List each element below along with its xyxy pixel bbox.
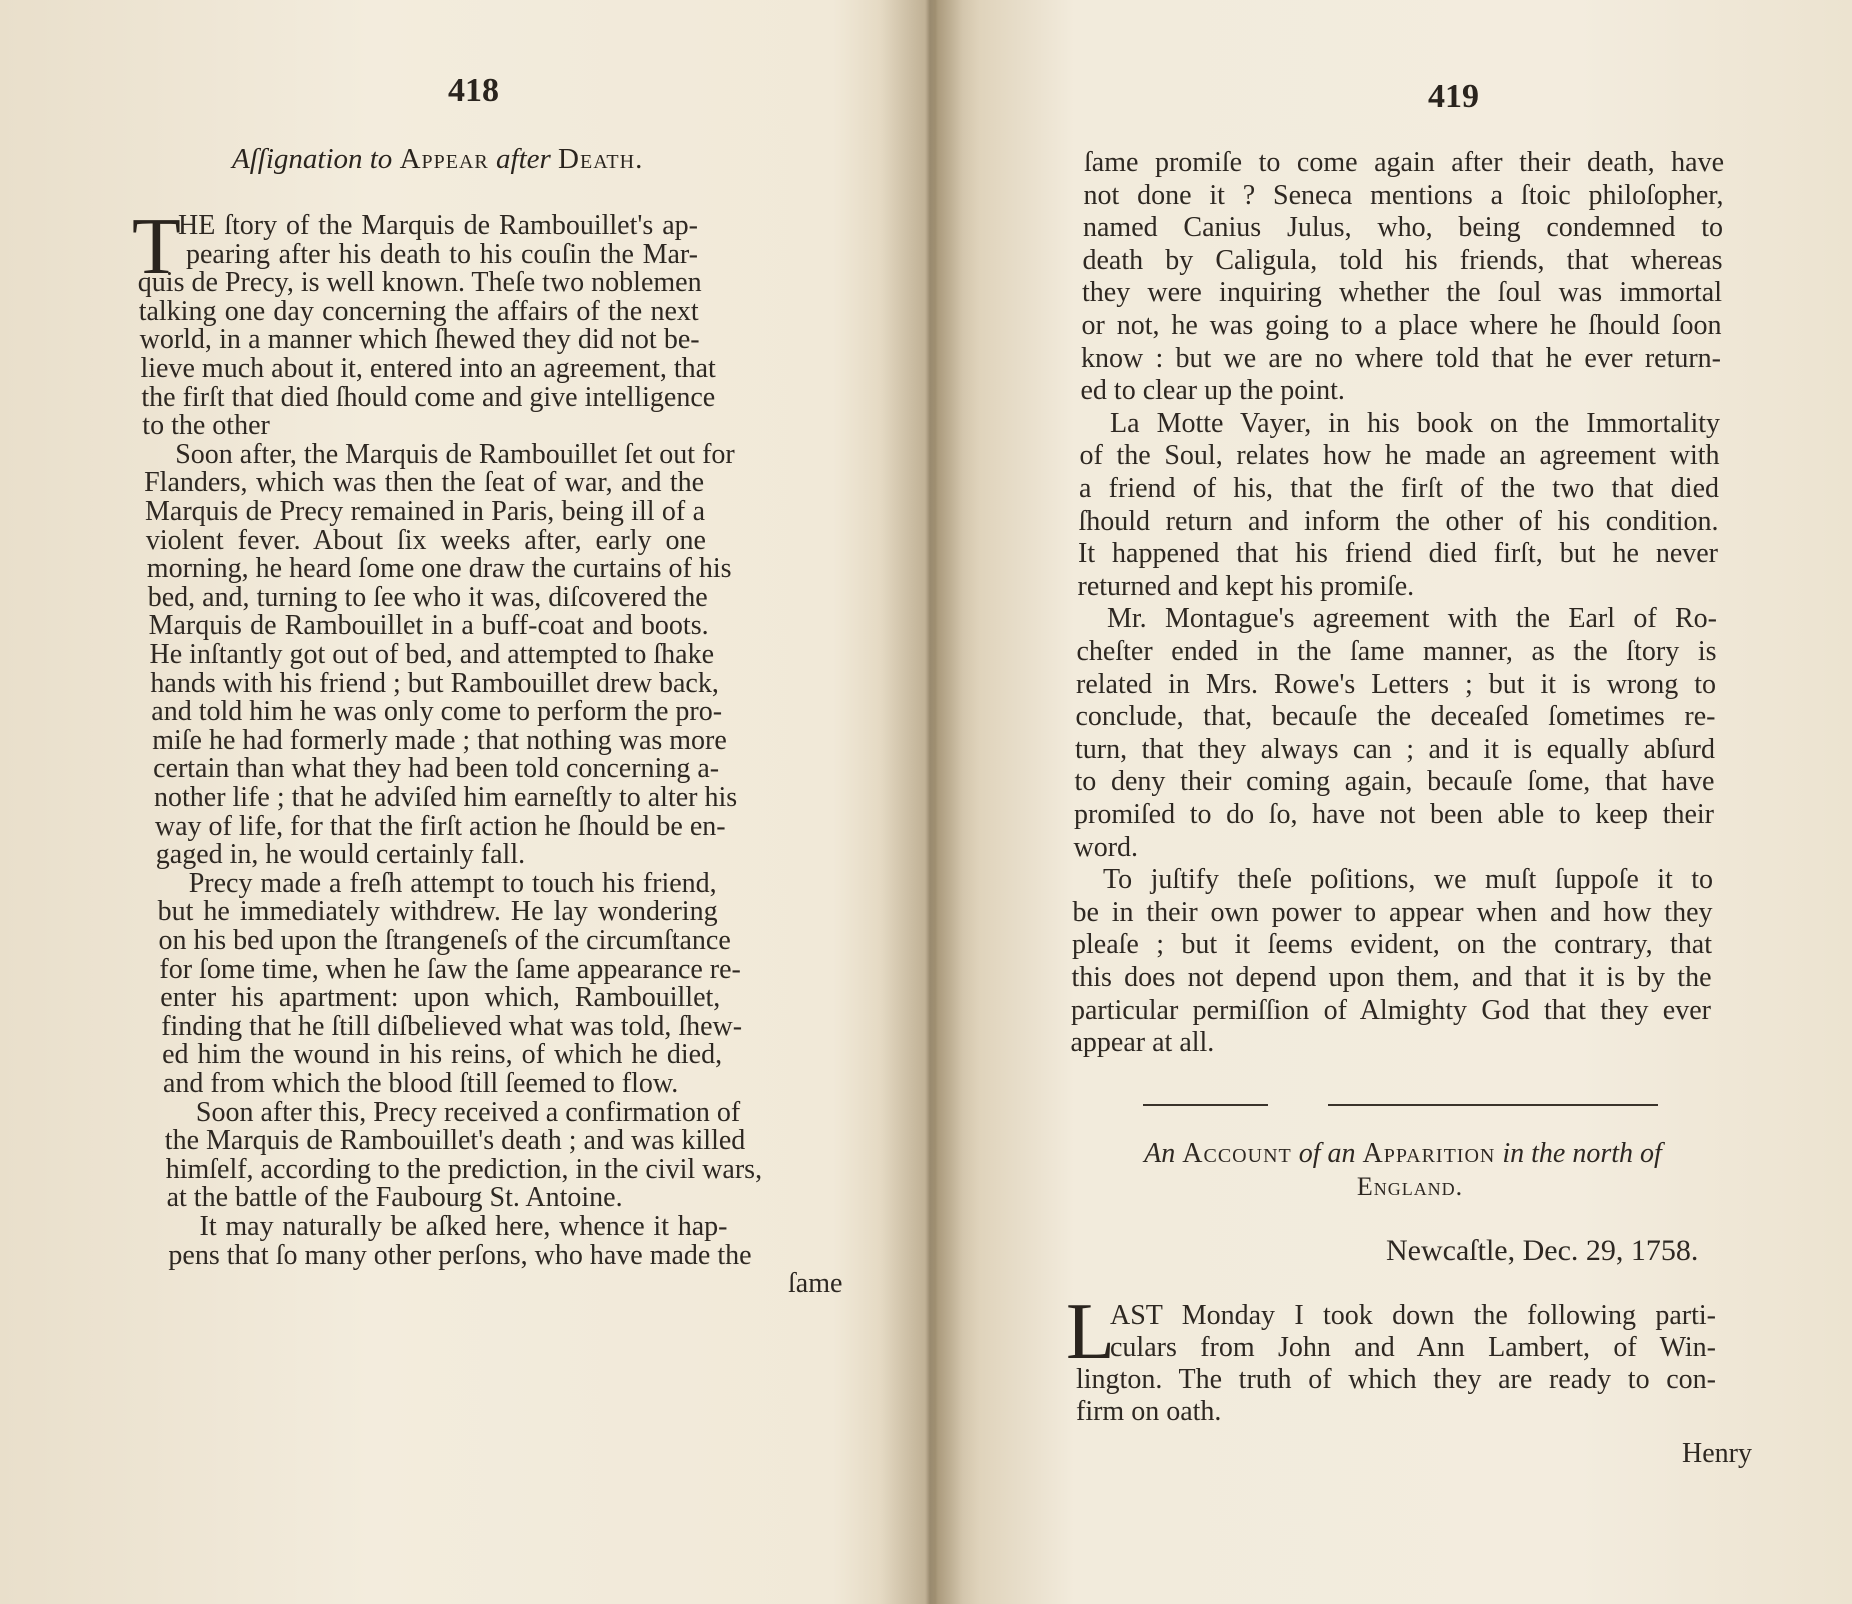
section-heading-word: Account [1182, 1138, 1292, 1169]
text-line: ſame [788, 1268, 843, 1300]
text-line: to deny their coming again, becauſe ſome, that have [1074, 766, 1715, 798]
text-line: bed, and, turning to ſee who it was, diſcovered the [147, 581, 708, 613]
text-line: It happened that his friend died firſt, but he never [1078, 538, 1718, 570]
text-line: He inſtantly got out of bed, and attempted to ſhake [149, 639, 715, 670]
text-line: ed him the wound in his reins, of which he died, [162, 1039, 723, 1071]
text-line: quis de Precy, is well known. Theſe two noblemen [137, 267, 702, 299]
text-line: for ſome time, when he ſaw the ſame appearance re- [159, 953, 741, 985]
text-line: not done it ? Seneca mentions a ſtoic philoſopher, [1083, 179, 1724, 211]
text-line: death by Caligula, told his friends, that whereas [1082, 244, 1723, 276]
text-line: named Canius Julus, who, being condemned to [1083, 212, 1723, 244]
text-line: pens that ſo many other perſons, who have made the [168, 1239, 752, 1271]
text-line: the firſt that died ſhould come and give intelligence [141, 381, 716, 413]
text-line: ſhould return and inform the other of his condition. [1078, 505, 1719, 537]
text-line: world, in a manner which ſhewed they did not be- [139, 324, 700, 356]
text-line: La Motte Vayer, in his book on the Immortality [1110, 407, 1720, 439]
text-line: ſame promiſe to come again after their death, have [1084, 147, 1724, 178]
text-line: To juſtify theſe poſitions, we muſt ſuppoſe it to [1103, 864, 1713, 896]
heading-sc-b: Death. [558, 143, 644, 175]
text-line: they were inquiring whether the ſoul was immortal [1082, 277, 1722, 309]
text-line: himſelf, according to the prediction, in the civil wars, [165, 1153, 763, 1185]
text-line: ed to clear up the point. [1080, 375, 1345, 407]
text-line: cheſter ended in the ſame manner, as the ſtory is [1076, 636, 1717, 667]
heading-sc-a: Appear [399, 143, 489, 175]
page-number-left: 418 [448, 72, 499, 109]
text-line: but he immediately withdrew. He lay wondering [157, 896, 718, 928]
text-line: way of life, for that the firſt action he ſhould be en- [154, 810, 726, 842]
right-page [960, 0, 1852, 1604]
text-line: hands with his friend ; but Rambouillet drew back, [150, 667, 719, 699]
text-line: nother life ; that he adviſed him earneſtly to alter his [154, 782, 738, 813]
section-heading-word: An [1144, 1138, 1176, 1169]
text-line: conclude, that, becauſe the deceaſed ſometimes re- [1075, 701, 1716, 733]
section-heading-line-1 [1070, 1138, 1736, 1170]
text-line: Soon after this, Precy received a confirmation of [195, 1096, 741, 1128]
drop-cap-left: T [132, 203, 181, 291]
section-rule-right [1328, 1104, 1658, 1106]
heading-italic-b: after [496, 143, 551, 175]
text-line: gaged in, he would certainly fall. [155, 839, 526, 871]
text-line: on his bed upon the ſtrangeneſs of the circumſtance [158, 925, 731, 956]
section-heading-word: England. [1356, 1172, 1464, 1201]
text-line: violent fever. About ſix weeks after, early one [145, 524, 706, 556]
section-heading-word: of an [1298, 1138, 1356, 1169]
section-heading-word: in the north of [1502, 1138, 1662, 1169]
section-heading-word: Apparition [1362, 1138, 1496, 1169]
text-line: firm on oath. [1076, 1396, 1222, 1427]
text-line: culars from John and Ann Lambert, of Win- [1110, 1332, 1716, 1363]
heading-italic-a: Aſſignation to [232, 143, 393, 175]
text-line: It may naturally be aſked here, whence it hap- [199, 1211, 728, 1242]
chapter-heading [232, 143, 643, 176]
text-line: appear at all. [1070, 1027, 1215, 1059]
text-line: finding that he ſtill diſbelieved what was told, ſhew- [161, 1010, 743, 1042]
text-line: Soon after, the Marquis de Rambouillet ſet out for [175, 438, 735, 470]
text-line: morning, he heard ſome one draw the curtains of his [146, 553, 732, 585]
text-line: this does not depend upon them, and that it is by the [1071, 962, 1712, 993]
text-line: Precy made a freſh attempt to touch his friend, [188, 867, 717, 899]
text-line: HE ſtory of the Marquis de Rambouillet's ap- [178, 210, 698, 241]
text-line: lington. The truth of which they are ready to con- [1076, 1364, 1716, 1395]
dateline: Newcaſtle, Dec. 29, 1758. [1386, 1234, 1699, 1267]
text-line: lieve much about it, entered into an agreement, that [140, 353, 716, 384]
text-line: Marquis de Precy remained in Paris, being ill of a [145, 496, 705, 527]
text-line: turn, that they always can ; and it is equally abſurd [1075, 733, 1715, 765]
text-line: and from which the blood ſtill ſeemed to flow. [163, 1068, 679, 1099]
text-line: Flanders, which was then the ſeat of war, and the [144, 467, 705, 499]
text-line: to the other [142, 410, 270, 442]
text-line: pleaſe ; but it ſeems evident, on the contrary, that [1072, 929, 1712, 961]
text-line: returned and kept his promiſe. [1077, 570, 1415, 602]
text-line: a friend of his, that the firſt of the two that died [1079, 473, 1719, 504]
text-line: of the Soul, relates how he made an agreement with [1079, 440, 1720, 472]
text-line: the Marquis de Rambouillet's death ; and was killed [164, 1125, 746, 1157]
text-line: miſe he had formerly made ; that nothing was more [152, 724, 727, 756]
page-number-right: 419 [1428, 78, 1479, 115]
text-line: enter his apartment: upon which, Rambouillet, [160, 982, 721, 1014]
drop-cap-right: L [1066, 1288, 1115, 1376]
text-line: promiſed to do ſo, have not been able to keep their [1074, 799, 1714, 830]
text-line: be in their own power to appear when and how they [1072, 896, 1713, 928]
text-line: word. [1073, 831, 1139, 863]
text-line: know : but we are no where told that he ever return- [1081, 342, 1721, 374]
text-line: Mr. Montague's agreement with the Earl of Ro- [1107, 603, 1717, 635]
text-line: at the battle of the Faubourg St. Antoine. [166, 1182, 623, 1214]
text-line: or not, he was going to a place where he ſhould ſoon [1081, 310, 1722, 341]
text-line: AST Monday I took down the following parti- [1110, 1300, 1716, 1331]
text-line: related in Mrs. Rowe's Letters ; but it is wrong to [1076, 668, 1716, 700]
catchword: Henry [1682, 1438, 1752, 1469]
text-line: particular permiſſion of Almighty God that they ever [1071, 994, 1711, 1026]
text-line: talking one day concerning the affairs of the next [138, 295, 699, 327]
section-rule-left [1143, 1104, 1268, 1106]
text-line: Marquis de Rambouillet in a buff-coat and boots. [148, 610, 709, 642]
text-line: certain than what they had been told concerning a- [153, 753, 720, 785]
section-heading-line-2 [1210, 1172, 1610, 1202]
text-line: pearing after his death to his couſin the Mar- [186, 238, 698, 270]
text-line: and told him he was only come to perform the pro- [151, 696, 723, 728]
